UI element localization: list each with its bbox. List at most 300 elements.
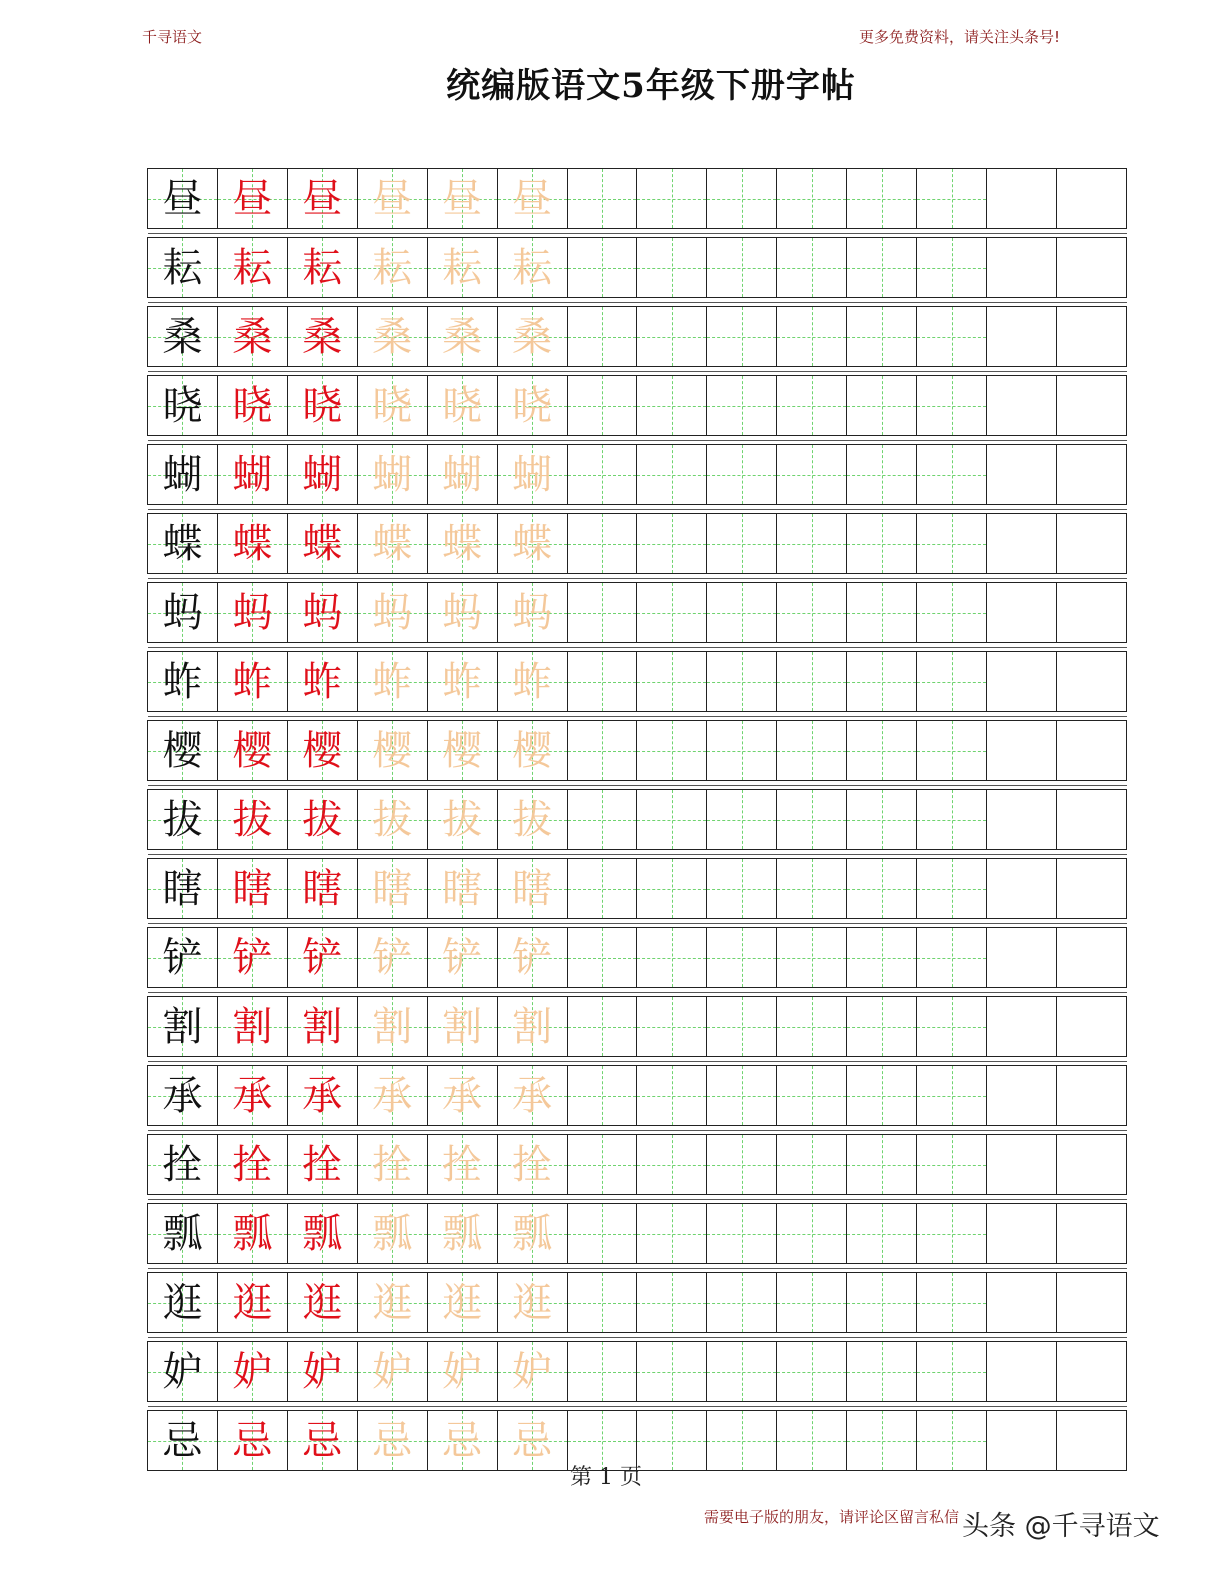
blank-cell[interactable] <box>847 859 917 918</box>
trace-character: 桑 <box>372 313 413 360</box>
model-character: 蝴 <box>162 451 203 498</box>
model-character: 瞎 <box>162 865 203 912</box>
trace-character: 瞎 <box>372 865 413 912</box>
blank-cell[interactable] <box>568 583 638 642</box>
blank-cell[interactable] <box>917 1135 987 1194</box>
blank-cell[interactable] <box>777 1135 847 1194</box>
blank-cell[interactable] <box>1057 997 1127 1056</box>
blank-cell[interactable] <box>777 583 847 642</box>
blank-cell[interactable] <box>847 238 917 297</box>
trace-character: 蚱 <box>442 658 483 705</box>
model-cell <box>148 1273 218 1332</box>
blank-cell[interactable] <box>987 1273 1057 1332</box>
blank-cell[interactable] <box>777 1066 847 1125</box>
trace-cell <box>358 307 428 366</box>
blank-cell[interactable] <box>987 583 1057 642</box>
red-character: 瞎 <box>302 865 343 912</box>
blank-cell[interactable] <box>1057 1204 1127 1263</box>
blank-cell[interactable] <box>987 1204 1057 1263</box>
blank-cell[interactable] <box>707 1204 777 1263</box>
red-character: 逛 <box>302 1279 343 1326</box>
trace-character: 蚱 <box>512 658 553 705</box>
blank-cell[interactable] <box>568 928 638 987</box>
trace-cell <box>428 790 498 849</box>
blank-cell[interactable] <box>637 307 707 366</box>
blank-cell[interactable] <box>917 790 987 849</box>
blank-cell[interactable] <box>1057 445 1127 504</box>
practice-row <box>147 1341 1127 1402</box>
trace-cell <box>428 169 498 228</box>
blank-cell[interactable] <box>637 1135 707 1194</box>
model-cell <box>148 928 218 987</box>
blank-cell[interactable] <box>568 376 638 435</box>
blank-cell[interactable] <box>568 997 638 1056</box>
trace-character: 蚱 <box>372 658 413 705</box>
blank-cell[interactable] <box>637 928 707 987</box>
blank-cell[interactable] <box>987 376 1057 435</box>
blank-cell[interactable] <box>568 721 638 780</box>
trace-cell <box>358 928 428 987</box>
blank-cell[interactable] <box>707 928 777 987</box>
blank-cell[interactable] <box>987 514 1057 573</box>
blank-cell[interactable] <box>1057 1342 1127 1401</box>
blank-cell[interactable] <box>917 238 987 297</box>
blank-cell[interactable] <box>917 1273 987 1332</box>
blank-cell[interactable] <box>1057 307 1127 366</box>
trace-cell <box>498 790 568 849</box>
blank-cell[interactable] <box>568 514 638 573</box>
trace-character: 瞎 <box>512 865 553 912</box>
trace-character: 蝶 <box>372 520 413 567</box>
blank-cell[interactable] <box>917 1342 987 1401</box>
trace-cell <box>428 445 498 504</box>
model-character: 铲 <box>162 934 203 981</box>
practice-row <box>147 927 1127 988</box>
copy-cell <box>288 445 358 504</box>
copy-cell <box>288 721 358 780</box>
blank-cell[interactable] <box>987 238 1057 297</box>
blank-cell[interactable] <box>568 790 638 849</box>
practice-row <box>147 582 1127 643</box>
copy-cell <box>218 1342 288 1401</box>
copy-cell <box>218 307 288 366</box>
trace-cell <box>498 514 568 573</box>
trace-character: 铲 <box>372 934 413 981</box>
blank-cell[interactable] <box>637 238 707 297</box>
model-character: 逛 <box>162 1279 203 1326</box>
blank-cell[interactable] <box>987 928 1057 987</box>
blank-cell[interactable] <box>987 445 1057 504</box>
trace-character: 耘 <box>372 244 413 291</box>
blank-cell[interactable] <box>987 859 1057 918</box>
blank-cell[interactable] <box>847 721 917 780</box>
blank-cell[interactable] <box>777 997 847 1056</box>
blank-cell[interactable] <box>707 169 777 228</box>
red-character: 昼 <box>302 175 343 222</box>
trace-character: 蚂 <box>512 589 553 636</box>
blank-cell[interactable] <box>987 652 1057 711</box>
copy-cell <box>288 1135 358 1194</box>
blank-cell[interactable] <box>847 790 917 849</box>
blank-cell[interactable] <box>707 514 777 573</box>
red-character: 瞎 <box>232 865 273 912</box>
trace-character: 承 <box>372 1072 413 1119</box>
blank-cell[interactable] <box>1057 169 1127 228</box>
blank-cell[interactable] <box>917 445 987 504</box>
trace-character: 桑 <box>442 313 483 360</box>
blank-cell[interactable] <box>847 376 917 435</box>
trace-character: 拴 <box>442 1141 483 1188</box>
trace-character: 拔 <box>442 796 483 843</box>
trace-cell <box>498 859 568 918</box>
copy-cell <box>288 1273 358 1332</box>
blank-cell[interactable] <box>707 1066 777 1125</box>
blank-cell[interactable] <box>707 1273 777 1332</box>
trace-character: 昼 <box>442 175 483 222</box>
model-cell <box>148 307 218 366</box>
trace-character: 承 <box>442 1072 483 1119</box>
blank-cell[interactable] <box>1057 583 1127 642</box>
red-character: 忌 <box>232 1417 273 1464</box>
copy-cell <box>288 997 358 1056</box>
watermark: 头条 @千寻语文 <box>962 1511 1160 1542</box>
blank-cell[interactable] <box>568 238 638 297</box>
blank-cell[interactable] <box>707 376 777 435</box>
model-character: 拔 <box>162 796 203 843</box>
blank-cell[interactable] <box>847 1204 917 1263</box>
red-character: 蚱 <box>302 658 343 705</box>
blank-cell[interactable] <box>987 1135 1057 1194</box>
trace-character: 樱 <box>372 727 413 774</box>
copy-cell <box>218 721 288 780</box>
trace-cell <box>358 721 428 780</box>
blank-cell[interactable] <box>777 1342 847 1401</box>
blank-cell[interactable] <box>568 445 638 504</box>
trace-cell <box>358 1204 428 1263</box>
trace-cell <box>428 1273 498 1332</box>
blank-cell[interactable] <box>568 1342 638 1401</box>
trace-cell <box>428 928 498 987</box>
blank-cell[interactable] <box>1057 1273 1127 1332</box>
blank-cell[interactable] <box>847 997 917 1056</box>
trace-cell <box>358 1273 428 1332</box>
blank-cell[interactable] <box>637 514 707 573</box>
model-cell <box>148 1342 218 1401</box>
model-character: 承 <box>162 1072 203 1119</box>
trace-cell <box>428 652 498 711</box>
model-cell <box>148 376 218 435</box>
blank-cell[interactable] <box>777 652 847 711</box>
blank-cell[interactable] <box>707 859 777 918</box>
blank-cell[interactable] <box>1057 721 1127 780</box>
blank-cell[interactable] <box>1057 928 1127 987</box>
blank-cell[interactable] <box>847 652 917 711</box>
model-cell <box>148 859 218 918</box>
trace-character: 蝶 <box>512 520 553 567</box>
trace-character: 耘 <box>442 244 483 291</box>
model-character: 晓 <box>162 382 203 429</box>
blank-cell[interactable] <box>1057 238 1127 297</box>
practice-row <box>147 1272 1127 1333</box>
blank-cell[interactable] <box>917 583 987 642</box>
blank-cell[interactable] <box>637 790 707 849</box>
trace-cell <box>428 238 498 297</box>
model-character: 耘 <box>162 244 203 291</box>
blank-cell[interactable] <box>707 583 777 642</box>
model-cell <box>148 514 218 573</box>
trace-cell <box>428 997 498 1056</box>
blank-cell[interactable] <box>777 376 847 435</box>
red-character: 蚂 <box>302 589 343 636</box>
blank-cell[interactable] <box>568 307 638 366</box>
model-cell <box>148 790 218 849</box>
trace-character: 忌 <box>442 1417 483 1464</box>
trace-character: 割 <box>512 1003 553 1050</box>
blank-cell[interactable] <box>847 1273 917 1332</box>
blank-cell[interactable] <box>568 652 638 711</box>
blank-cell[interactable] <box>917 1066 987 1125</box>
trace-cell <box>358 790 428 849</box>
blank-cell[interactable] <box>777 1273 847 1332</box>
trace-character: 蚂 <box>372 589 413 636</box>
trace-character: 忌 <box>512 1417 553 1464</box>
copy-cell <box>218 1273 288 1332</box>
blank-cell[interactable] <box>987 1342 1057 1401</box>
blank-cell[interactable] <box>917 721 987 780</box>
trace-character: 忌 <box>372 1417 413 1464</box>
trace-character: 晓 <box>372 382 413 429</box>
blank-cell[interactable] <box>847 1066 917 1125</box>
copy-cell <box>218 790 288 849</box>
model-cell <box>148 1066 218 1125</box>
red-character: 晓 <box>302 382 343 429</box>
blank-cell[interactable] <box>917 928 987 987</box>
trace-cell <box>428 1342 498 1401</box>
blank-cell[interactable] <box>777 928 847 987</box>
model-character: 蚱 <box>162 658 203 705</box>
trace-character: 割 <box>442 1003 483 1050</box>
blank-cell[interactable] <box>637 1273 707 1332</box>
practice-row <box>147 651 1127 712</box>
trace-character: 耘 <box>512 244 553 291</box>
red-character: 忌 <box>302 1417 343 1464</box>
blank-cell[interactable] <box>847 307 917 366</box>
trace-cell <box>358 514 428 573</box>
trace-cell <box>358 238 428 297</box>
blank-cell[interactable] <box>707 997 777 1056</box>
blank-cell[interactable] <box>1057 859 1127 918</box>
model-character: 割 <box>162 1003 203 1050</box>
trace-cell <box>358 445 428 504</box>
blank-cell[interactable] <box>917 307 987 366</box>
trace-character: 逛 <box>442 1279 483 1326</box>
red-character: 昼 <box>232 175 273 222</box>
copy-cell <box>218 514 288 573</box>
blank-cell[interactable] <box>637 583 707 642</box>
trace-cell <box>358 652 428 711</box>
blank-cell[interactable] <box>568 1066 638 1125</box>
model-cell <box>148 169 218 228</box>
red-character: 瓢 <box>302 1210 343 1257</box>
trace-cell <box>358 1135 428 1194</box>
red-character: 樱 <box>232 727 273 774</box>
blank-cell[interactable] <box>707 721 777 780</box>
red-character: 耘 <box>302 244 343 291</box>
trace-cell <box>498 721 568 780</box>
blank-cell[interactable] <box>847 1342 917 1401</box>
blank-cell[interactable] <box>637 1066 707 1125</box>
trace-cell <box>498 583 568 642</box>
blank-cell[interactable] <box>707 790 777 849</box>
red-character: 蚱 <box>232 658 273 705</box>
trace-character: 瓢 <box>442 1210 483 1257</box>
blank-cell[interactable] <box>637 376 707 435</box>
blank-cell[interactable] <box>568 169 638 228</box>
blank-cell[interactable] <box>987 169 1057 228</box>
blank-cell[interactable] <box>707 445 777 504</box>
practice-row <box>147 1065 1127 1126</box>
blank-cell[interactable] <box>777 445 847 504</box>
blank-cell[interactable] <box>707 307 777 366</box>
trace-cell <box>428 859 498 918</box>
copy-cell <box>218 238 288 297</box>
blank-cell[interactable] <box>568 1273 638 1332</box>
blank-cell[interactable] <box>707 1342 777 1401</box>
copy-cell <box>218 376 288 435</box>
copy-cell <box>288 1066 358 1125</box>
blank-cell[interactable] <box>637 652 707 711</box>
blank-cell[interactable] <box>1057 1066 1127 1125</box>
blank-cell[interactable] <box>847 514 917 573</box>
blank-cell[interactable] <box>637 169 707 228</box>
blank-cell[interactable] <box>917 1204 987 1263</box>
model-character: 昼 <box>162 175 203 222</box>
practice-row <box>147 375 1127 436</box>
model-character: 桑 <box>162 313 203 360</box>
page-number: 第 1 页 <box>570 1465 642 1490</box>
blank-cell[interactable] <box>637 997 707 1056</box>
blank-cell[interactable] <box>917 514 987 573</box>
practice-row <box>147 306 1127 367</box>
blank-cell[interactable] <box>987 1066 1057 1125</box>
blank-cell[interactable] <box>707 652 777 711</box>
blank-cell[interactable] <box>1057 1135 1127 1194</box>
practice-row <box>147 1134 1127 1195</box>
red-character: 拔 <box>232 796 273 843</box>
blank-cell[interactable] <box>917 376 987 435</box>
trace-cell <box>498 652 568 711</box>
practice-row <box>147 444 1127 505</box>
blank-cell[interactable] <box>637 1342 707 1401</box>
blank-cell[interactable] <box>707 1135 777 1194</box>
blank-cell[interactable] <box>1057 514 1127 573</box>
blank-cell[interactable] <box>637 859 707 918</box>
blank-cell[interactable] <box>637 1204 707 1263</box>
practice-row <box>147 789 1127 850</box>
blank-cell[interactable] <box>847 928 917 987</box>
blank-cell[interactable] <box>777 514 847 573</box>
red-character: 妒 <box>232 1348 273 1395</box>
trace-character: 瓢 <box>512 1210 553 1257</box>
blank-cell[interactable] <box>568 1204 638 1263</box>
trace-character: 铲 <box>512 934 553 981</box>
blank-cell[interactable] <box>777 238 847 297</box>
blank-cell[interactable] <box>917 859 987 918</box>
red-character: 逛 <box>232 1279 273 1326</box>
red-character: 蝶 <box>232 520 273 567</box>
blank-cell[interactable] <box>568 1135 638 1194</box>
trace-cell <box>428 307 498 366</box>
blank-cell[interactable] <box>917 169 987 228</box>
blank-cell[interactable] <box>637 721 707 780</box>
model-cell <box>148 997 218 1056</box>
trace-character: 晓 <box>442 382 483 429</box>
copy-cell <box>288 790 358 849</box>
trace-character: 桑 <box>512 313 553 360</box>
blank-cell[interactable] <box>777 307 847 366</box>
blank-cell[interactable] <box>777 859 847 918</box>
model-cell <box>148 445 218 504</box>
trace-cell <box>358 376 428 435</box>
blank-cell[interactable] <box>777 790 847 849</box>
model-cell <box>148 583 218 642</box>
red-character: 蝴 <box>302 451 343 498</box>
blank-cell[interactable] <box>847 583 917 642</box>
blank-cell[interactable] <box>847 169 917 228</box>
trace-cell <box>498 1066 568 1125</box>
copy-cell <box>218 169 288 228</box>
practice-grid <box>147 168 1127 1479</box>
red-character: 铲 <box>302 934 343 981</box>
red-character: 铲 <box>232 934 273 981</box>
blank-cell[interactable] <box>568 859 638 918</box>
page-title: 统编版语文5年级下册字帖 <box>446 66 856 106</box>
practice-row <box>147 996 1127 1057</box>
blank-cell[interactable] <box>987 307 1057 366</box>
copy-cell <box>218 1135 288 1194</box>
practice-row <box>147 720 1127 781</box>
blank-cell[interactable] <box>777 721 847 780</box>
blank-cell[interactable] <box>1057 376 1127 435</box>
trace-cell <box>498 238 568 297</box>
copy-cell <box>218 583 288 642</box>
trace-character: 割 <box>372 1003 413 1050</box>
blank-cell[interactable] <box>847 445 917 504</box>
red-character: 樱 <box>302 727 343 774</box>
practice-row <box>147 1203 1127 1264</box>
practice-row <box>147 168 1127 229</box>
blank-cell[interactable] <box>1057 652 1127 711</box>
blank-cell[interactable] <box>917 997 987 1056</box>
blank-cell[interactable] <box>917 652 987 711</box>
blank-cell[interactable] <box>777 169 847 228</box>
blank-cell[interactable] <box>847 1135 917 1194</box>
red-character: 桑 <box>302 313 343 360</box>
trace-character: 昼 <box>512 175 553 222</box>
trace-character: 樱 <box>512 727 553 774</box>
blank-cell[interactable] <box>987 997 1057 1056</box>
blank-cell[interactable] <box>707 238 777 297</box>
blank-cell[interactable] <box>987 721 1057 780</box>
model-character: 蝶 <box>162 520 203 567</box>
copy-cell <box>288 238 358 297</box>
blank-cell[interactable] <box>777 1204 847 1263</box>
blank-cell[interactable] <box>637 445 707 504</box>
practice-row <box>147 513 1127 574</box>
blank-cell[interactable] <box>1057 790 1127 849</box>
model-character: 蚂 <box>162 589 203 636</box>
blank-cell[interactable] <box>987 790 1057 849</box>
